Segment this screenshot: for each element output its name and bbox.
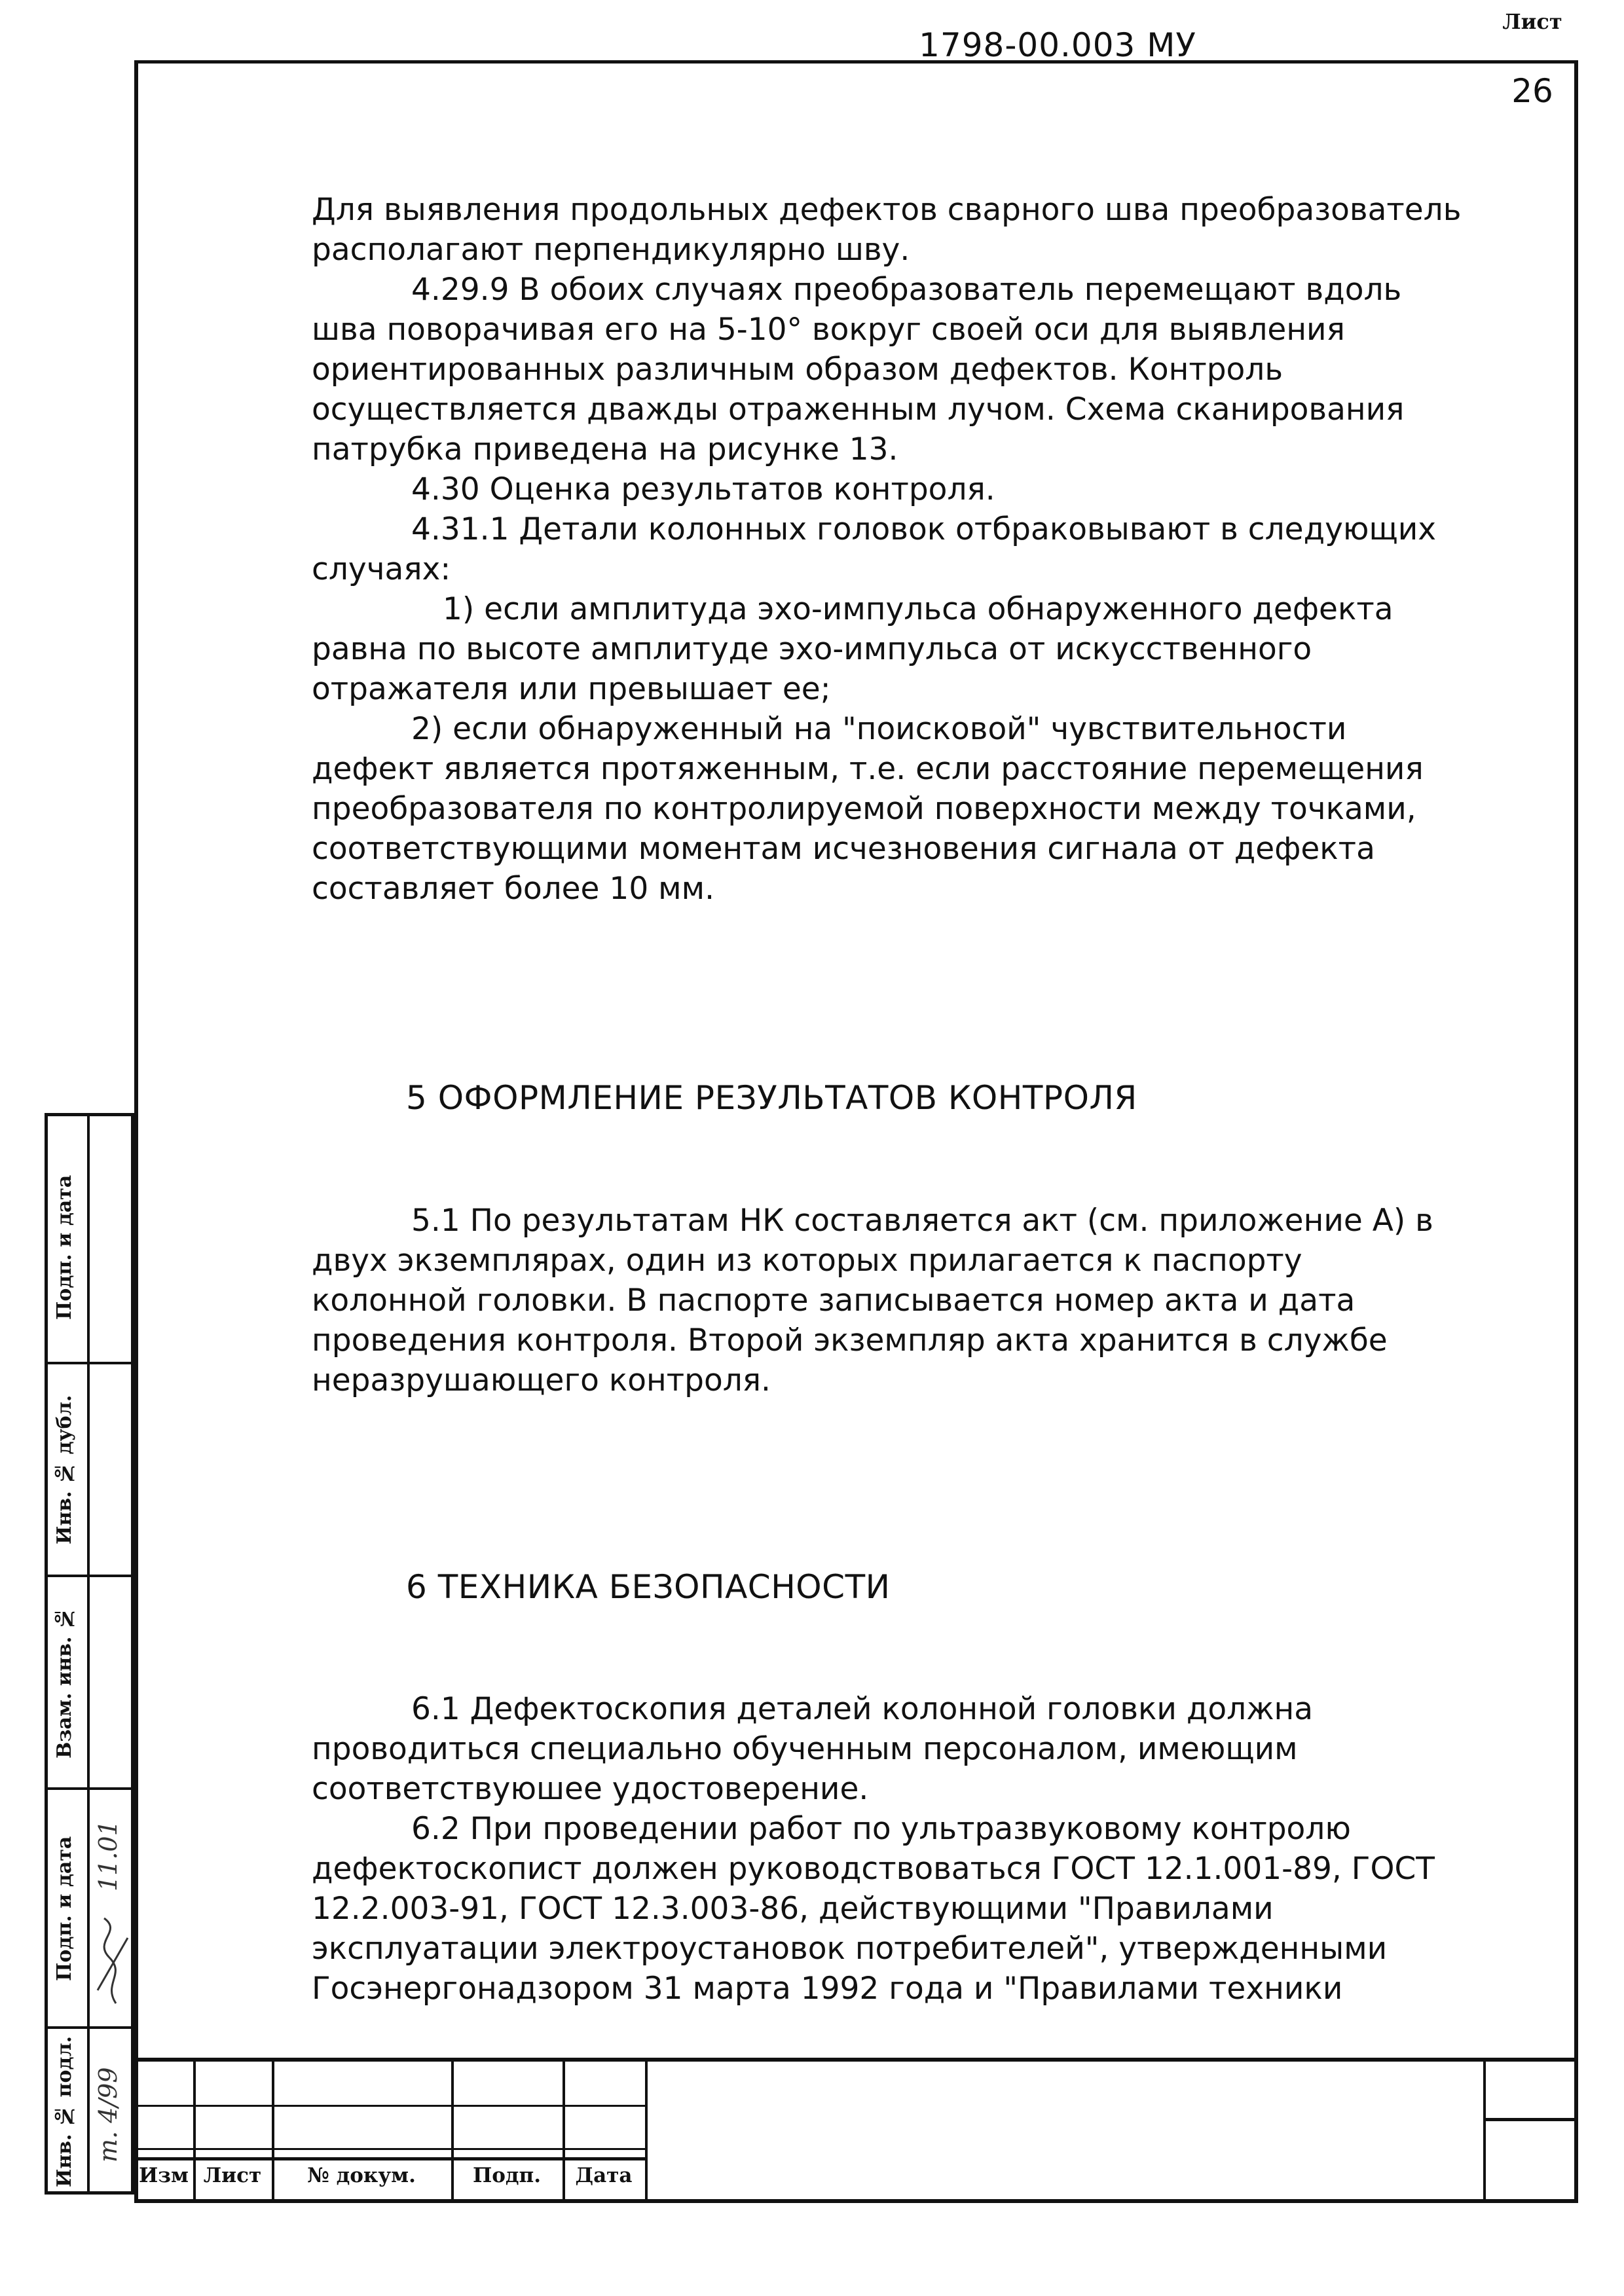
margin-stamp [45, 1113, 134, 2195]
tb-col-sheet: Лист [203, 2164, 262, 2187]
document-code: 1798-00.003 МУ [919, 26, 1196, 64]
paragraph: 4.30 Оценка результатов контроля. [411, 471, 995, 507]
tb-col-change: Изм [138, 2164, 189, 2187]
stamp-separator [48, 2026, 131, 2029]
stamp-divider [87, 1116, 90, 2191]
tb-row-line [1483, 2118, 1578, 2121]
handwritten-date: 11.01 [94, 1820, 122, 1892]
section-6-text [312, 1689, 1464, 2009]
signature-mark [90, 1912, 136, 2010]
sheet-label: Лист [1502, 9, 1562, 34]
section-5-text [312, 1201, 1464, 1400]
tb-row-line [134, 2105, 645, 2107]
paragraph: Для выявления продольных дефектов сварного шва преобразователь располагают перпендикулярно шву. [312, 192, 1462, 268]
stamp-label: Подп. и дата [53, 1836, 76, 1981]
handwritten-number: т. 4/99 [94, 2067, 122, 2162]
paragraph: 6.2 При проведении работ по ультразвуковому контролю дефектоскопист должен руководствоваться ГОСТ 12.1.001-89, ГОСТ 12.2.003-91, ГОСТ 12.3.003-86, действующими "Правилами эксплуатации электроустановок потребителей", утвержденными Госэнергонадзором 31 марта 1992 года и "Правилами техники [312, 1811, 1435, 2007]
tb-divider [1483, 2062, 1486, 2203]
body-text [312, 190, 1464, 909]
tb-col-doc: № докум. [307, 2164, 416, 2187]
stamp-separator [48, 1575, 131, 1577]
paragraph: 5.1 По результатам НК составляется акт (см. приложение А) в двух экземплярах, один из которых прилагается к паспорту колонной головки. В паспорте записывается номер акта и дата проведения контроля. Второй экземпляр акта хранится в службе неразрушающего контроля. [312, 1203, 1433, 1398]
stamp-label: Взам. инв. № [53, 1607, 76, 1758]
list-item: 2) если обнаруженный на "поисковой" чувствительности дефект является протяженным, т.е. если расстояние перемещения преобразователя по контролируемой поверхности между точками, соответствующими моментам исчезновения сигнала от дефекта составляет более 10 мм. [312, 711, 1424, 907]
section-heading: 5 ОФОРМЛЕНИЕ РЕЗУЛЬТАТОВ КОНТРОЛЯ [406, 1079, 1137, 1117]
stamp-separator [48, 1362, 131, 1364]
section-heading: 6 ТЕХНИКА БЕЗОПАСНОСТИ [406, 1568, 891, 1606]
tb-row-line [134, 2148, 645, 2150]
tb-row-line [134, 2157, 645, 2160]
stamp-label: Подп. и дата [53, 1175, 76, 1320]
title-block [134, 2058, 1578, 2203]
stamp-label: Инв. № дубл. [53, 1394, 76, 1545]
paragraph: 6.1 Дефектоскопия деталей колонной головки должна проводиться специально обученным персоналом, имеющим соответствуюшее удостоверение. [312, 1691, 1314, 1807]
paragraph: 4.31.1 Детали колонных головок отбраковывают в следующих случаях: [312, 511, 1437, 587]
stamp-label: Инв. № подл. [53, 2035, 76, 2187]
sheet-number: 26 [1511, 72, 1553, 110]
paragraph: 4.29.9 В обоих случаях преобразователь перемещают вдоль шва поворачивая его на 5-10° вокруг своей оси для выявления ориентированных различным образом дефектов. Контроль осуществляется дважды отраженным лучом. Схема сканирования патрубка приведена на рисунке 13. [312, 272, 1405, 467]
tb-col-signature: Подп. [472, 2164, 542, 2187]
stamp-separator [48, 1787, 131, 1790]
tb-divider [645, 2062, 648, 2203]
tb-col-date: Дата [575, 2164, 633, 2187]
list-item: 1) если амплитуда эхо-импульса обнаруженного дефекта равна по высоте амплитуде эхо-импульса от искусственного отражателя или превышает ее; [312, 591, 1393, 707]
